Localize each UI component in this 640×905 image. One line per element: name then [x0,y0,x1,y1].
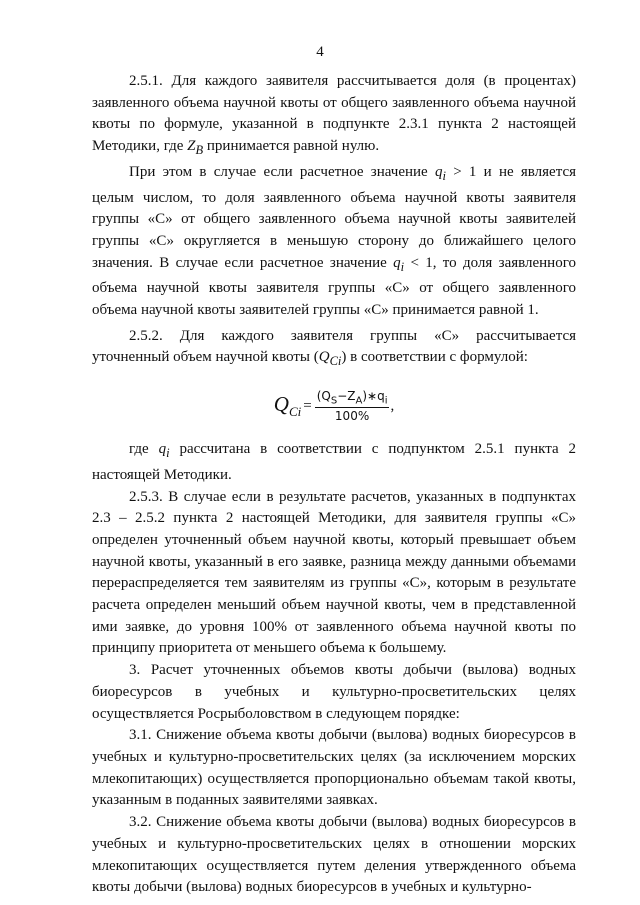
paragraph-rounding-rule: При этом в случае если расчетное значение $q_i > 1$ и не является целым числом, то доля заявленного объема научной квоты заявителя группы «С» от общего заявленного объема научной квоты заявителей группы «С» округляется в меньшую сторону до ближайшего целого значения. В случае если расчетное значение $q_i < 1$, то доля заявленного объема научной квоты заявителя группы «С» от общего заявленного объема научной квоты заявителей группы «С» принимается равной 1. [92,163,576,319]
formula-fraction [315,389,390,423]
document-body [92,71,576,899]
formula-equals: = [303,397,312,414]
paragraph-3-2: 3.2. Снижение объема квоты добычи (вылова) водных биоресурсов в учебных и культурно-просветительских целях в отношении морских млекопитающих осуществляется путем деления утвержденного объема квоты добычи (вылова) водных биоресурсов в учебных и культурно- [92,814,576,896]
paragraph-3-1: 3.1. Снижение объема квоты добычи (вылова) водных биоресурсов в учебных и культурно-просветительских целях (за исключением морских млекопитающих) осуществляется пропорционально объемам такой квоты, указанным в поданных заявителями заявках. [92,727,576,809]
paragraph-3: 3. Расчет уточненных объемов квоты добычи (вылова) водных биоресурсов в учебных и культурно-просветительских целях осуществляется Росрыболовством в следующем порядке: [92,662,576,722]
formula-denominator: 100% [334,409,370,424]
symbol-q-i: $q_i$ [393,254,405,274]
symbol-q-ci: $Q_{Ci}$ [318,349,342,369]
paragraph-2-5-3: 2.5.3. В случае если в результате расчетов, указанных в подпунктах 2.3 – 2.5.2 пункта 2 настоящей Методики, для заявителя группы «С» определен уточненный объем научной квоты, который превышает объем научной квоты, указанный в его заявке, разница между данными объемами перераспределяется тем заявителям из группы «С», которым в результате расчета определен меньший объем научной квоты, чем в представленной ими заявке, до уровня 100% от заявленного объема научной квоты по принципу приоритета от меньшего объема к большему. [92,488,576,657]
symbol-z-b: $Z_B$ [187,138,204,158]
paragraph-2-5-2: 2.5.2. Для каждого заявителя группы «С» рассчитывается уточненный объем научной квоты $(Q_{Ci})$ в соответствии с формулой: [92,327,576,369]
paragraph-2-5-1: 2.5.1. Для каждого заявителя рассчитывается доля (в процентах) заявленного объема научной квоты от общего заявленного объема научной квоты по формуле, указанной в подпункте 2.3.1 пункта 2 настоящей Методики, где $Z_B$ принимается равной нулю. [92,73,576,158]
formula-numerator: $(Q_S-Z_A)∗q_i$ [316,388,388,407]
formula-comma: , [390,397,395,414]
symbol-q-i: $q_i$ [158,441,170,461]
symbol-q-i: $q_i$ [434,163,446,183]
paragraph-where-q-i: где $q_i$ рассчитана в соответствии с подпунктом 2.5.1 пункта 2 настоящей Методики. [92,441,576,483]
formula-q-ci [92,373,576,439]
page-number: 4 [316,44,324,60]
formula-lhs: $Q_{Ci}$ [273,392,302,420]
